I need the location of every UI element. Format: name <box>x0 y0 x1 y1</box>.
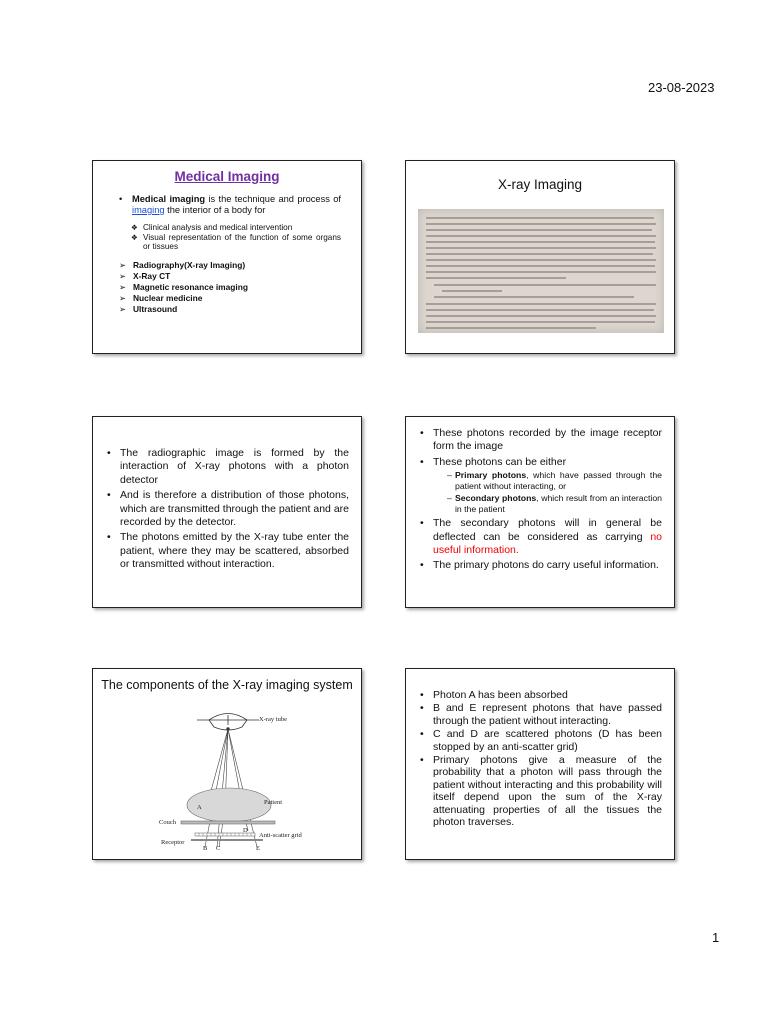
list-item: • The photons emitted by the X-ray tube enter the patient, where they may be scattered, absorbed or transmitted without interaction. <box>107 531 349 571</box>
list-item: ❖ Visual representation of the function of some organs or tissues <box>131 233 341 252</box>
intro-bullet <box>119 194 341 216</box>
slide-photon-outcomes <box>405 668 675 860</box>
list-item: ➢ Ultrasound <box>119 304 341 315</box>
definition: , which have passed through the patient without interacting, or <box>455 470 663 492</box>
list-item: ➢ Radiography(X-ray Imaging) <box>119 260 341 271</box>
slide-photon-types <box>405 416 675 608</box>
point-e-label: E <box>256 845 260 852</box>
slide-title: Medical Imaging <box>174 169 280 184</box>
slide-title: X-ray Imaging <box>497 177 583 192</box>
list-item: • Photon A has been absorbed <box>420 689 662 701</box>
list-item: • Primary photons give a measure of the probability that a photon will pass through the patient without interacting and this probability will itself depend upon the sum of the X-ray attenuating properties of all the tissues the photon traverses. <box>420 754 662 828</box>
anti-scatter-grid-label: Anti-scatter grid <box>259 832 302 839</box>
list-item: • The radiographic image is formed by the interaction of X-ray photons with a photon detector <box>107 447 349 487</box>
slide-xray-imaging <box>405 160 675 354</box>
purpose-list <box>119 223 341 252</box>
slide-xray-components <box>92 668 362 860</box>
slide-title: The components of the X-ray imaging system <box>101 678 353 692</box>
modality-list <box>119 260 341 315</box>
point-a-label: A <box>197 804 202 811</box>
intro-text: is the technique and process of <box>205 194 341 204</box>
item-text: These photons can be either <box>433 455 567 468</box>
intro-bold: Medical imaging <box>132 194 206 204</box>
textbook-photo <box>418 209 664 333</box>
primary-photons-item <box>447 470 662 492</box>
list-item <box>420 517 662 557</box>
slide-body <box>420 427 662 575</box>
slide-body <box>420 689 662 829</box>
term: Secondary photons <box>455 493 537 504</box>
xray-tube <box>197 714 259 731</box>
list-item: ➢ X-Ray CT <box>119 271 341 282</box>
point-d-label: D <box>243 827 248 834</box>
couch <box>181 821 275 824</box>
photon-type-list <box>433 470 662 515</box>
slide-medical-imaging <box>92 160 362 354</box>
slide-body <box>107 447 349 574</box>
list-item: • And is therefore a distribution of those photons, which are transmitted through the patient and are recorded by the detector. <box>107 489 349 529</box>
slide-body <box>119 194 341 315</box>
point-b-label: B <box>203 845 208 852</box>
imaging-link[interactable]: imaging <box>132 205 165 215</box>
patient-label: Patient <box>264 799 283 806</box>
definition: , which result from an interaction in the patient <box>455 493 662 515</box>
list-item: • The primary photons do carry useful information. <box>420 559 662 572</box>
item-text: The secondary photons will in general be deflected can be considered as carrying <box>433 517 662 543</box>
list-item: ➢ Magnetic resonance imaging <box>119 282 341 293</box>
receptor <box>191 839 263 841</box>
header-date: 23-08-2023 <box>648 80 715 95</box>
list-item: ❖ Clinical analysis and medical intervention <box>131 223 341 233</box>
list-item: ➢ Nuclear medicine <box>119 293 341 304</box>
point-c-label: C <box>216 845 221 852</box>
list-item: • These photons recorded by the image receptor form the image <box>420 427 662 454</box>
couch-label: Couch <box>159 819 176 826</box>
list-item: • B and E represent photons that have passed through the patient without interacting. <box>420 702 662 727</box>
term: Primary photons <box>455 470 527 481</box>
list-item: • C and D are scattered photons (D has been stopped by an anti-scatter grid) <box>420 728 662 753</box>
xray-tube-label: X-ray tube <box>259 716 287 723</box>
secondary-photons-item <box>447 493 662 515</box>
slide-radiographic-image <box>92 416 362 608</box>
highlight-text: no useful information. <box>433 530 662 557</box>
xray-system-diagram <box>93 669 362 860</box>
list-item <box>420 456 662 515</box>
intro-text-end: the interior of a body for <box>164 205 266 215</box>
receptor-label: Receptor <box>161 839 185 846</box>
page-number: 1 <box>712 930 720 945</box>
